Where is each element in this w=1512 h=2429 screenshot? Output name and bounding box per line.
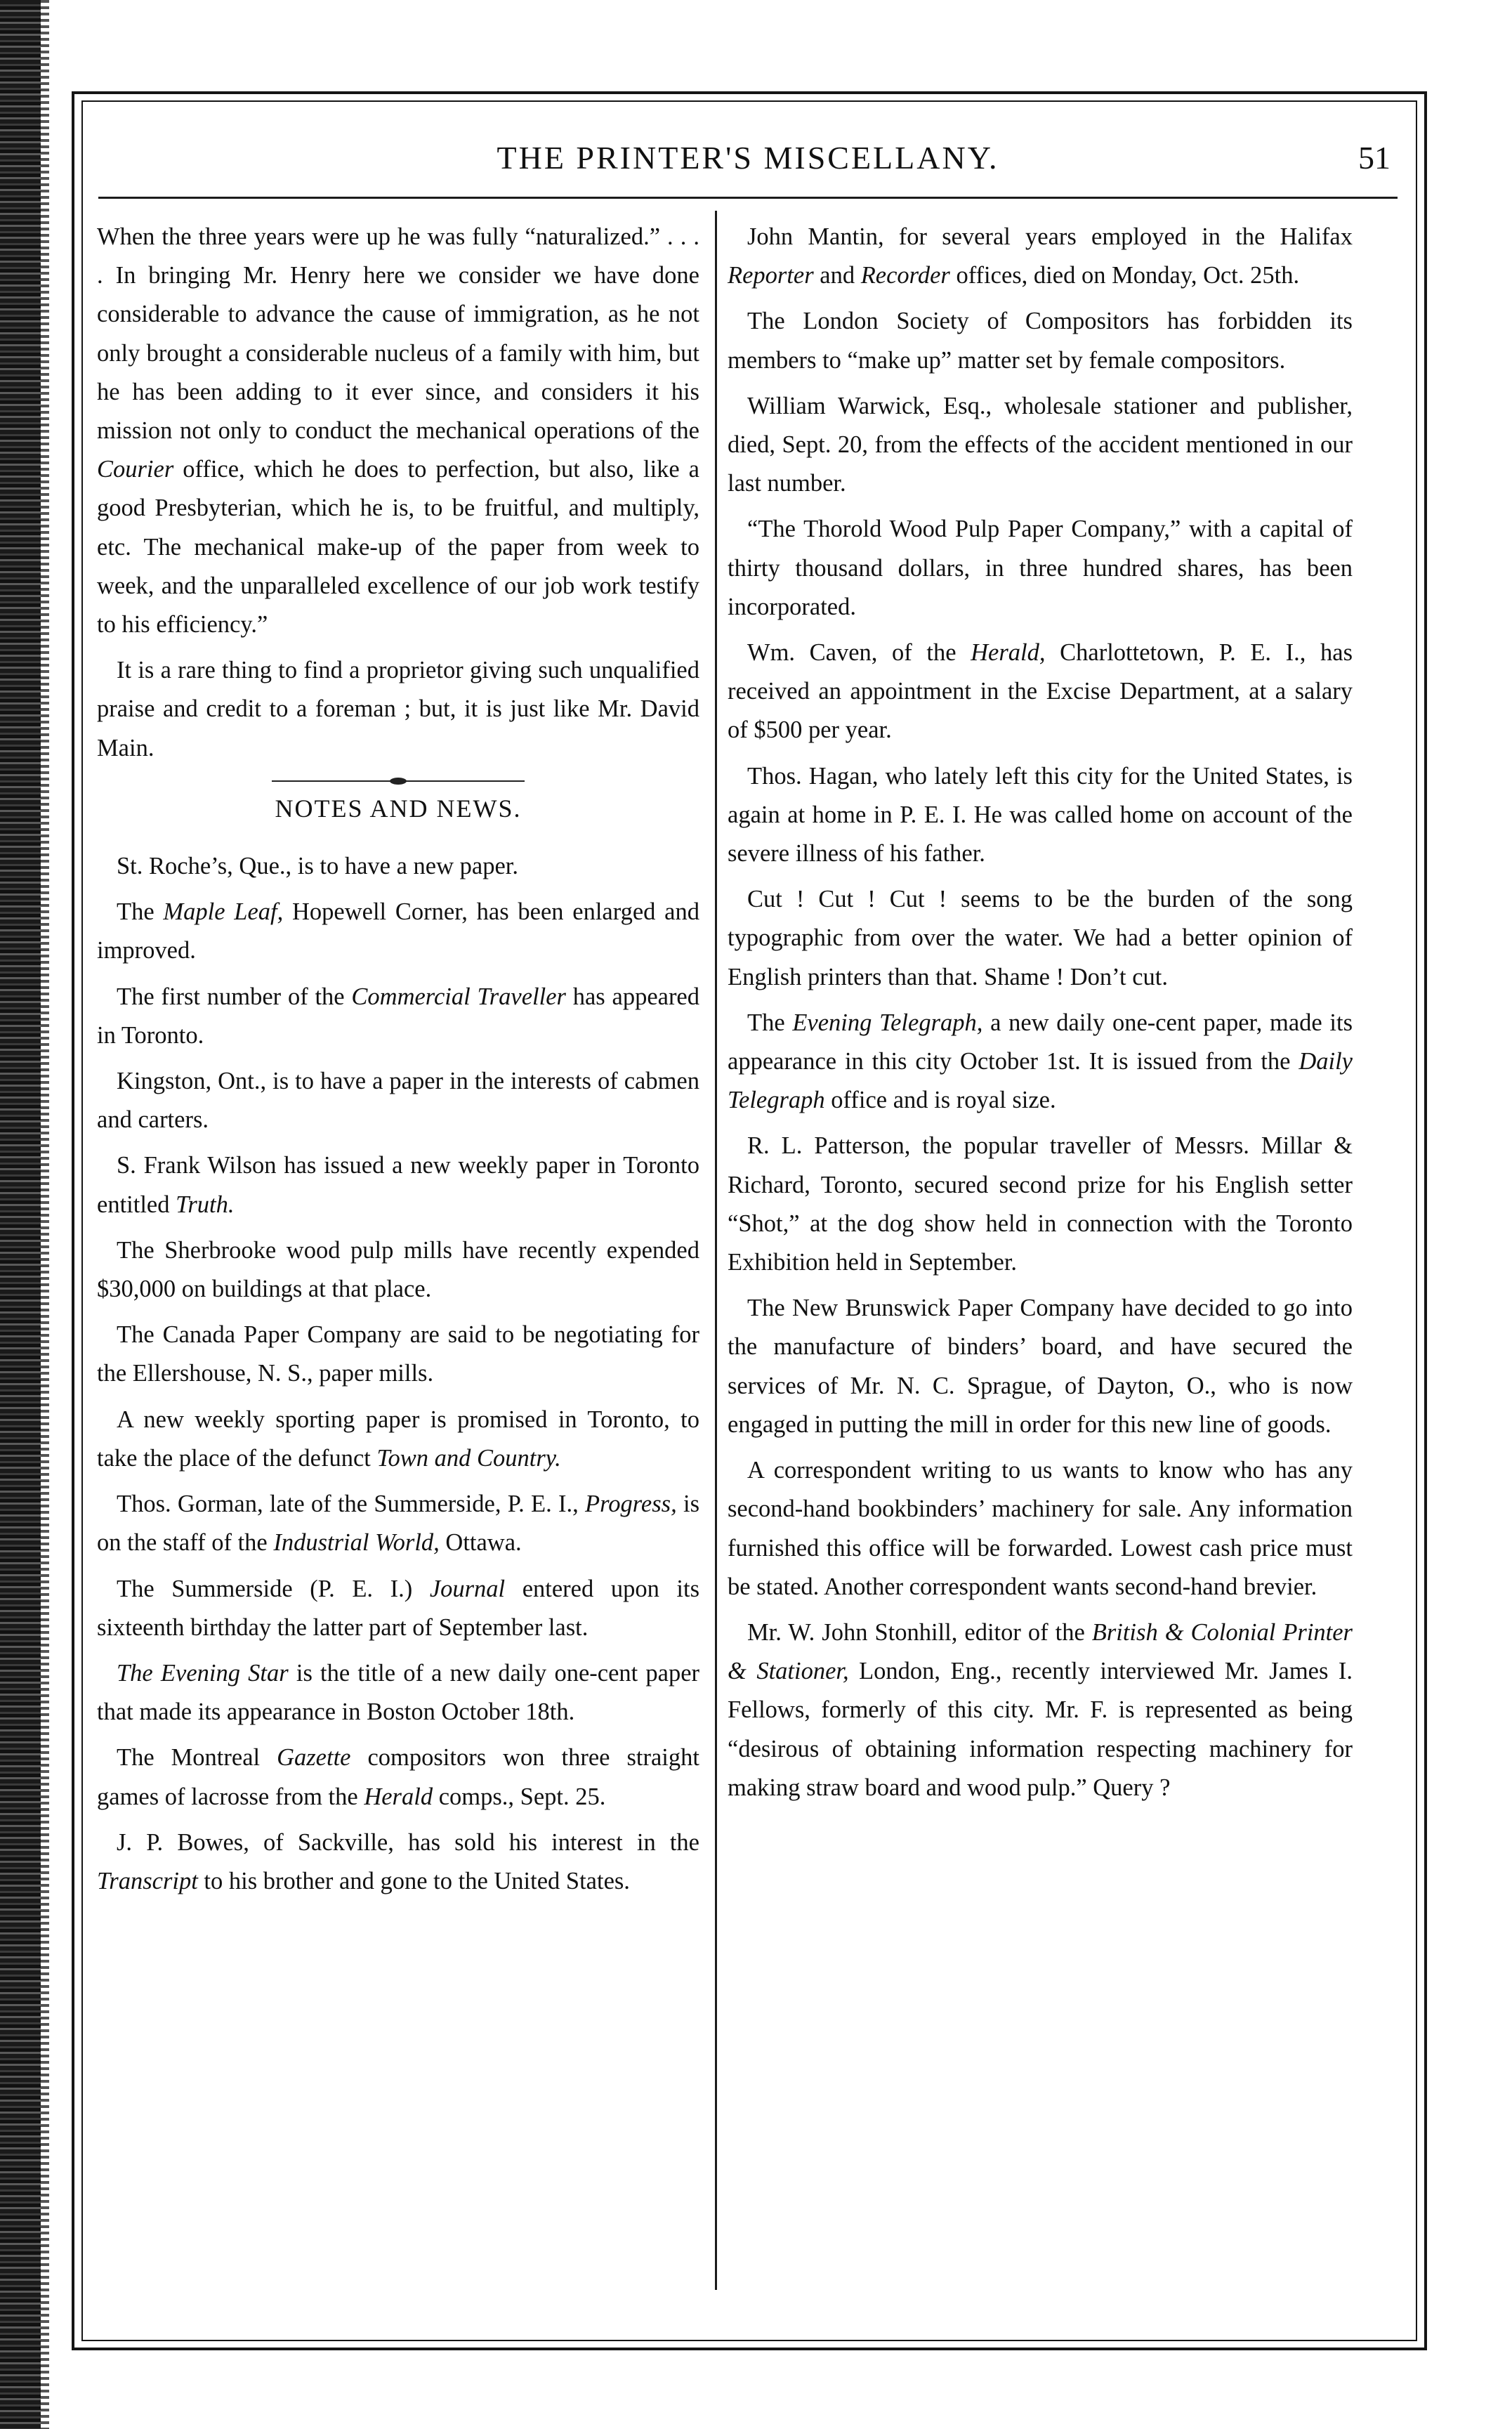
news-item: Kingston, Ont., is to have a paper in the interests of cabmen and carters. bbox=[97, 1068, 699, 1134]
news-item: The first number of the Commercial Traveller has appeared in Toronto. bbox=[97, 983, 699, 1049]
page-header bbox=[98, 133, 1398, 183]
news-item: A correspondent writing to us wants to know who has any second-hand bookbinders’ machinery for sale. Any information furnished this office will be forwarded. Lowest cash price must be stated. Another correspondent wants second-hand brevier. bbox=[728, 1457, 1353, 1600]
news-item: William Warwick, Esq., wholesale stationer and publisher, died, Sept. 20, from the effects of the accident mentioned in our last number. bbox=[728, 392, 1353, 497]
news-item: St. Roche’s, Que., is to have a new paper. bbox=[117, 853, 518, 880]
news-item: Thos. Hagan, who lately left this city for the United States, is again at home in P. E. I. He was called home on account of the severe illness of his father. bbox=[728, 762, 1353, 868]
left-column bbox=[97, 218, 699, 1908]
news-item: J. P. Bowes, of Sackville, has sold his interest in the Transcript to his brother and gone to the United States. bbox=[97, 1828, 699, 1894]
news-item: “The Thorold Wood Pulp Paper Company,” with a capital of thirty thousand dollars, in three hundred shares, has been incorporated. bbox=[728, 516, 1353, 620]
section-heading-text: NOTES AND NEWS. bbox=[275, 794, 522, 823]
news-item: The Evening Star is the title of a new daily one-cent paper that made its appearance in Boston October 18th. bbox=[97, 1659, 700, 1726]
news-item: R. L. Patterson, the popular traveller of Messrs. Millar & Richard, Toronto, secured second prize for his English setter “Shot,” at the dog show held in connection with the Toronto Exhibition held in September. bbox=[728, 1132, 1353, 1276]
paragraph: It is a rare thing to find a proprietor giving such unqualified praise and credit to a foreman ; but, it is just like Mr. David Main. bbox=[97, 657, 699, 761]
news-item: The Maple Leaf, Hopewell Corner, has been enlarged and improved. bbox=[97, 898, 699, 964]
news-item: The Canada Paper Company are said to be negotiating for the Ellershouse, N. S., paper mills. bbox=[97, 1321, 699, 1387]
paragraph: When the three years were up he was fully “naturalized.” . . . . In bringing Mr. Henry here we consider we have done considerable to advance the cause of immigration, as he not only brought a considerable nucleus of a family with him, but he has been adding to it ever since, and considers it his mission not only to conduct the mechanical operations of the Courier office, which he does to perfection, but also, like a good Presbyterian, which he is, to be fruitful, and multiply, etc. The mechanical make-up of the paper from week to week, and the unparalleled excellence of our job work testify to his efficiency.” bbox=[97, 223, 699, 639]
news-item: John Mantin, for several years employed in the Halifax Reporter and Recorder offices, died on Monday, Oct. 25th. bbox=[728, 223, 1353, 289]
news-item: Wm. Caven, of the Herald, Charlottetown, P. E. I., has received an appointment in the Excise Department, at a salary of $500 per year. bbox=[728, 639, 1353, 744]
news-item: The Sherbrooke wood pulp mills have recently expended $30,000 on buildings at that place. bbox=[97, 1236, 699, 1303]
news-item: Thos. Gorman, late of the Summerside, P. E. I., Progress, is on the staff of the Industrial World, Ottawa. bbox=[97, 1491, 699, 1557]
page-number: 51 bbox=[1358, 140, 1391, 176]
news-item: The Montreal Gazette compositors won three straight games of lacrosse from the Herald comps., Sept. 25. bbox=[97, 1744, 699, 1810]
book-spine-edge bbox=[0, 0, 49, 2429]
right-column bbox=[728, 218, 1353, 1814]
news-item: The New Brunswick Paper Company have decided to go into the manufacture of binders’ board, and have secured the services of Mr. N. C. Sprague, of Dayton, O., who is now engaged in putting the mill in order for this new line of goods. bbox=[728, 1295, 1353, 1438]
news-item: Mr. W. John Stonhill, editor of the British & Colonial Printer & Stationer, London, Eng., recently interviewed Mr. James I. Fellows, formerly of this city. Mr. F. is represented as being “desirous of obtaining information respecting machinery for making straw board and wood pulp.” Query ? bbox=[728, 1618, 1353, 1801]
news-item: The Summerside (P. E. I.) Journal entered upon its sixteenth birthday the latter part of September last. bbox=[97, 1575, 699, 1641]
news-item: The London Society of Compositors has forbidden its members to “make up” matter set by female compositors. bbox=[728, 308, 1353, 374]
section-heading bbox=[97, 778, 699, 829]
news-item: The Evening Telegraph, a new daily one-cent paper, made its appearance in this city October 1st. It is issued from the Daily Telegraph office and is royal size. bbox=[728, 1009, 1353, 1114]
column-divider bbox=[715, 211, 717, 2290]
news-item: A new weekly sporting paper is promised in Toronto, to take the place of the defunct Town and Country. bbox=[97, 1406, 699, 1472]
news-item: S. Frank Wilson has issued a new weekly paper in Toronto entitled Truth. bbox=[97, 1152, 699, 1218]
header-rule bbox=[98, 197, 1398, 199]
running-title: THE PRINTER'S MISCELLANY. bbox=[497, 140, 999, 176]
news-item: Cut ! Cut ! Cut ! seems to be the burden of the song typographic from over the water. We had a better opinion of English printers than that. Shame ! Don’t cut. bbox=[728, 886, 1353, 990]
ornament-rule bbox=[272, 778, 525, 785]
